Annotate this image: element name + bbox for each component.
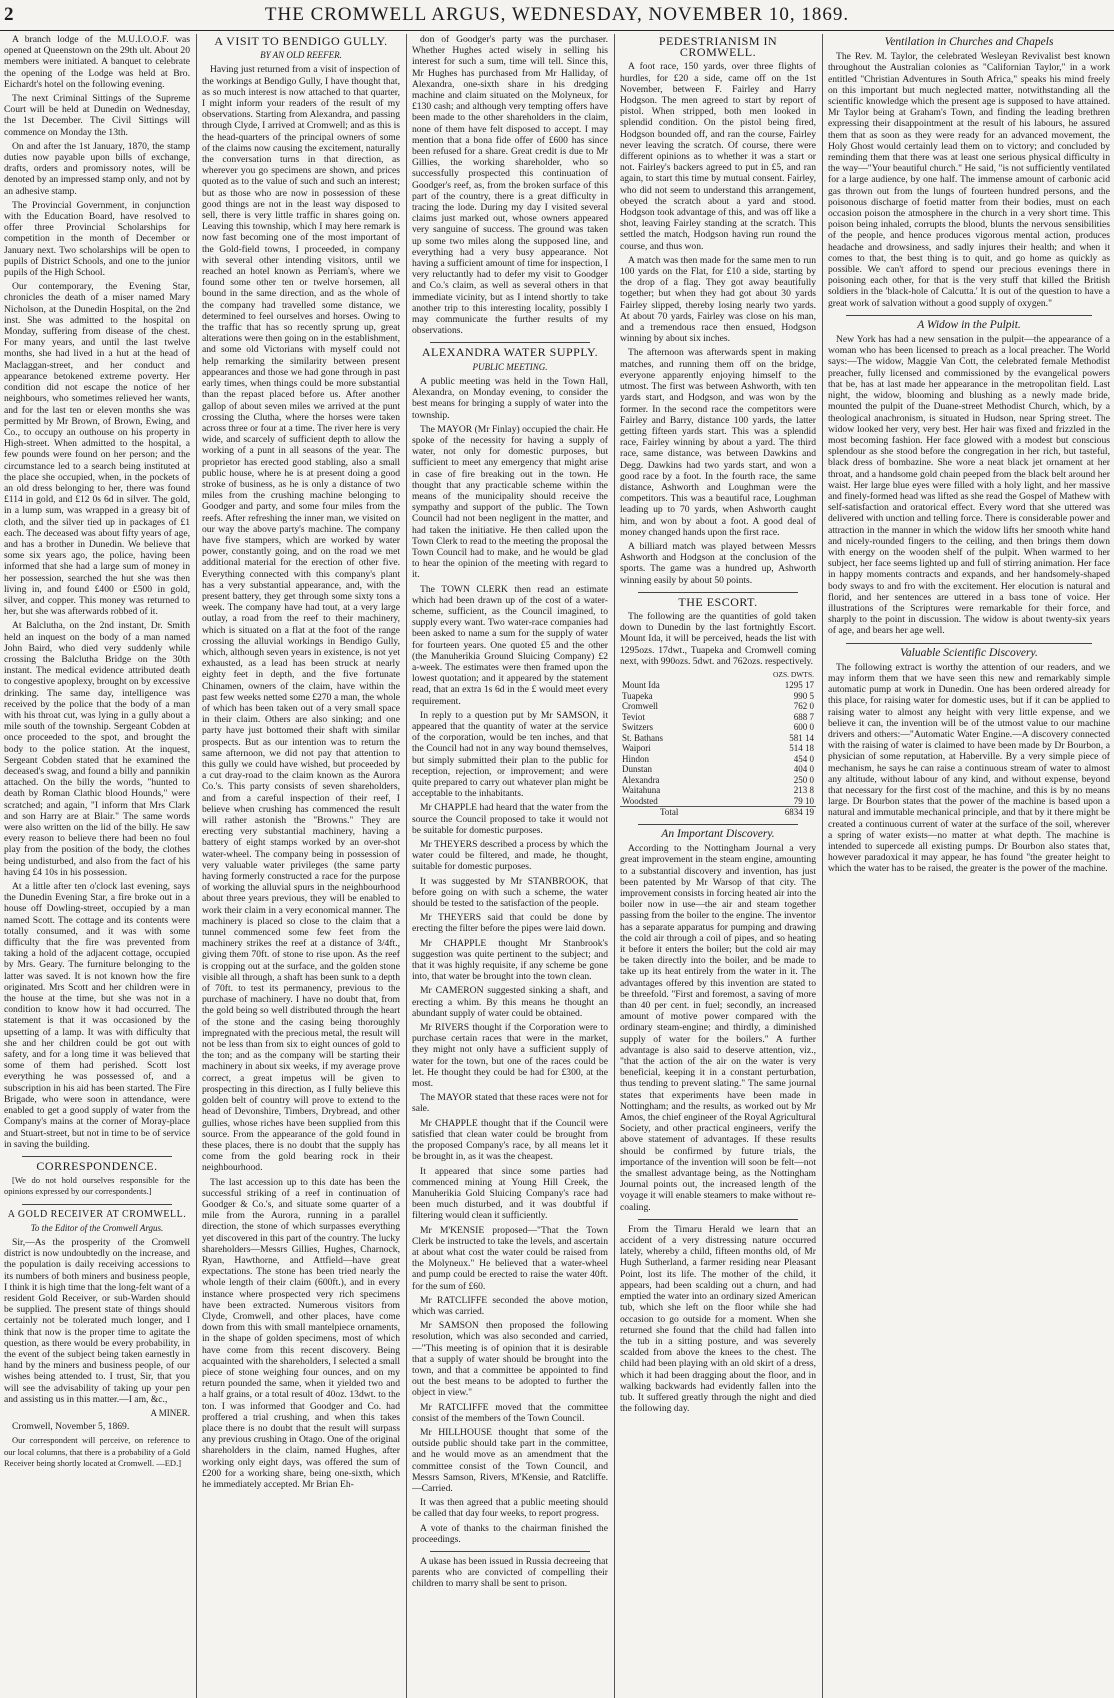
article-paragraph: Having just returned from a visit of inspection of the workings at Bendigo Gully, I have thought that, as so much interest is now attached to that quarter, I might inform your readers of the result of my observations. Starting from Alexandra, and passing through Clyde, I arrived at Cromwell; and as this is the head-quarters of the principal owners of some of the claims now causing the excitement, naturally the conversation turns in that direction, as wherever you go specimens are shown, and prices quoted as to the value of such and such an interest; but as those who are now in possession of these good things are not in the least way disposed to sell, there is very little traffic in shares going on. Leaving this township, which I may here remark is now fast becoming one of the most important of the Gold-field towns, I proceeded, in company with several other intending visitors, until we reached an hotel known as Perriam's, where we found some other ten or twelve horsemen, all bound in the same direction, and as the whole of the company had travelled some distance, we determined to feel ourselves and horses. Owing to the traffic that has so recently sprung up, great alterations were then going on in the establishment, and some old Victorians with myself could not help remarking the similarity between present appearances and those we had gone through in past early times, when things could be more substantial than the repast placed before us. After another gallop of about seven miles we arrived at the punt crossing the Clutha, where the horses were taken across three or four at a time. The river here is very wide, and scarcely of sufficient depth to allow the working of a punt in all seasons of the year. The proprietor has erected good stabling, also a small public house, where he is at present doing a good stroke of business, as he is only a distance of two miles from the crushing machine belonging to Goodger and party, and some four miles from the reefs. After refreshing the inner man, we visited on our way the above party's machine. The company have five stampers, which are worked by water power, constantly going, and on the road we met additional material for the erection of other five. Everything connected with this company's plant has a very substantial appearance, and, with the present battery, they get through some sixty tons a week. The company have had tout, at a very large outlay, a road from the reef to their machinery, which is situated on a flat at the foot of the range crossing the alluvial workings in Bendigo Gully, which, although seven years in existence, is not yet exhausted, as a lead has been struck at nearly eighty feet in depth, and the five fortunate Chinamen, owners of the claim, have within the past few weeks netted some £270 a man, the whole of which has been taken out of a very small space in their claim. Others are also sinking; and one party have just bottomed their shaft with similar prospects. But as our intention was to return the same afternoon, we did not pay that attention to this gully we could have wished, but proceeded by a cut dray-road to the claim known as the Aurora Co.'s. This party consists of seven shareholders, and from a careful inspection of their reef, I believe when crushing has commenced the result will rather astonish the "Browns." They are erecting very substantial machinery, having a battery of eight stamps worked by an over-shot water-wheel. The company being in possession of very valuable water privileges (the same party having formerly constructed a race for the purpose of working the alluvial spurs in the neighbourhood about three years previous, they will be enabled to work their claim in a very economical manner. The machinery is placed so close to the claim that a tunnel commenced some few feet from the machinery strikes the reef at a distance of 3/4ft., giving them 70ft. of stone to rise upon. As the reef is cropping out at the surface, and the golden stone visible all through, a shaft has been sunk to a depth of 70ft. to test its permanency, previous to the purchase of machinery. I have no doubt that, from the gold being so well distributed through the heart of the stone and the casing being thoroughly impregnated with the precious metal, the result will not be less than from six to eight ounces of gold to the ton; and as the company will be starting their machinery in about six weeks, if my average prove correct, a great impetus will be given to prospecting in this direction, as I fully believe this golden belt of country will prove to extend to the head of Devonshire, Timbers, Drybread, and other gullies, whose riches have been supplied from this source. From the appearance of the gold found in these places, there is no doubt that the supply has come from the gold bearing rock in their neighbourhood.	[202, 64, 400, 1174]
article-byline: BY AN OLD REEFER.	[260, 50, 342, 61]
letter-body: Sir,—As the prosperity of the Cromwell district is now undoubtedly on the increase, and the population is daily receiving accessions to its numbers of both miners and business people, I think it is high time that the long-felt want of a resident Gold Receiver, or sub-Warden should be supplied. The present state of things should certainly not be tolerated much longer, and I think that now is the proper time to agitate the question, as there would be every probability, in the event of the subject being taken earnestly in hand by the miners and business people, of our wishes being attended to. I trust, Sir, that you will see the advisability of taking up your pen and assisting us in this matter.—I am, &c.,	[4, 1236, 190, 1405]
meeting-paragraph: A vote of thanks to the chairman finished the proceedings.	[412, 1522, 608, 1545]
news-item: The next Criminal Sittings of the Supreme Court will be held at Dunedin on Wednesday, the 1st December. The Civil Sittings will commence on Monday the 13th.	[4, 93, 190, 138]
meeting-paragraph: Mr HILLHOUSE thought that some of the outside public should take part in the committee, and he would move as an amendment that the committee consist of the Town Council, and Messrs Samson, Rivers, M'Kensie, and Ratcliffe.—Carried.	[412, 1426, 608, 1494]
news-item: At a little after ten o'clock last evening, says the Dunedin Evening Star, a fire broke out in a house off Dowling-street, occupied by a man named Scott. The cottage and its contents were totally consumed, and it was with some difficulty that the fire was prevented from taking a hold of the adjacent cottage, occupied by Mrs. Geary. The furniture belonging to the latter was saved. It is not known how the fire originated. Mrs Scott and her children were in the house at the time, but she was not in a condition to know how it had occurred. The statement is that it was occasioned by the upsetting of a lamp. It was with difficulty that she and her children could be got out with safety, and for a long time it was believed that some of them had perished. Scott lost everything he was possessed of, and a subscription in his aid has been started. The Fire Brigade, who were soon in attendance, were enabled to get a good supply of water from the Company's mains at the corner of Moray-place and Stuart-street, but not in time to be of service in saving the building.	[4, 881, 190, 1150]
column-4	[620, 34, 816, 1698]
article-paragraph: A foot race, 150 yards, over three flights of hurdles, for £20 a side, came off on the 1st November, between F. Fairley and Harry Hodgson. The men agreed to start by report of pistol. When stripped, both men looked in splendid condition. On the pistol being fired, Hodgson bounded off, and ran the course, Fairley never leaving the scratch. Of course, there were different opinions as to whether it was a start or not. Fairley's backers agreed to put in £5, and ran again, to start this time by mutual consent. Fairley, who did not seem to understand this arrangement, obeyed the scratch about a yard and stood. Hodgson took advantage of this, and was off like a shot, leaving Fairley standing at the scratch. This settled the match, Hodgson having run round the course, and thus won.	[620, 61, 816, 252]
article-heading: A VISIT TO BENDIGO GULLY.	[214, 34, 388, 48]
news-item: At Balclutha, on the 2nd instant, Dr. Smith held an inquest on the body of a man named John Baird, who died very suddenly while crossing the Balclutha Bridge on the 30th instant. The medical evidence attributed death to congestive apoplexy, brought on by excessive drinking. The same day, intelligence was received by the police that the body of a man with his throat cut, was lying in a gully about a mile south of the township. Sergeant Cobden at once proceeded to the spot, and brought the body to the police station. At the inquest, Sergeant Cobden stated that he examined the deceased's swag, and found a billy and pannikin attached. On the billy the words, "hunted to death by Roman Clathic blood Hounds," were scratched; and again, "I inform that Mrs Clark and son Harry are at Blair." The same words were also written on the lid of the billy. He saw every reason to believe there had been no foul play from the position of the body, the clothes being undisturbed, and also from the fact of his having £4 10s in his possession.	[4, 620, 190, 878]
table-row: St. Bathans 581 14	[622, 732, 814, 743]
escort-units: OZS. DWTS.	[772, 669, 814, 679]
meeting-paragraph: Mr THEYERS said that could be done by erecting the filter before the pipes were laid down.	[412, 912, 608, 935]
meeting-paragraph: Mr M'KENSIE proposed—"That the Town Clerk be instructed to take the levels, and ascertain at about what cost the water could be raised from the Molyneux." He believed that a water-wheel and pump could be erected to raise the water 40ft. for the sum of £60.	[412, 1224, 608, 1292]
table-row: Hindon 454 0	[622, 753, 814, 764]
water-supply-subheading: PUBLIC MEETING.	[472, 361, 548, 372]
page-number: 2	[4, 4, 14, 25]
table-row: Waitahuna 213 8	[622, 785, 814, 796]
meeting-paragraph: Mr RIVERS thought if the Corporation were to purchase certain races that were in the market, they might not only have a sufficient supply of water for the town, but one of the races could be let. He thought they could be had for £300, at the most.	[412, 1022, 608, 1090]
article-paragraph: The following extract is worthy the attention of our readers, and we may inform them that we have seen this new and remarkably simple automatic pump at work in Dunedin. One has been ordered already for this place, for raising water for domestic uses, but if it can be applied to raising water to almost any height with very little expense, and we believe it can, the invention will be of the utmost value to our machine drivers and others:—"Automatic Water Engine.—A discovery connected with the raising of water is claimed to have been made by Dr Bourbon, a physician of some reputation, at Haberville. By a very simple piece of mechanism, he says he can raise a continuous stream of water to almost any altitude, without labour of any kind, and without expense, beyond that necessary for the first cost of the machine, and this is by no means large. Dr Bourbon states that the power of the machine is based upon a natural and immutable mechanical principle, and that by it there might be created a continuous current of water at the surface of the soil, wherever a spring of water exists—no matter at what depth. The machine is intended to supercede all existing pumps. Dr Bourbon also states that, however paradoxical it may appear, he has found "the greater height to which the water has to be raised, the greater is the power of the machine.	[828, 661, 1110, 875]
table-row: Tuapeka 990 5	[622, 690, 814, 701]
pedestrianism-heading: PEDESTRIANISM IN CROMWELL.	[658, 34, 778, 60]
news-item: Our contemporary, the Evening Star, chronicles the death of a miser named Mary Nicholson, at the Dunedin Hospital, on the 2nd inst. She was admitted to the hospital on Monday, suffering from disease of the chest. For many years, and until the last twelve months, she had lived in a hut at the head of Maclaggan-street, and her conduct and appearance betokened extreme poverty. Her condition did not escape the notice of her neighbours, who sometimes relieved her wants, and for the last ten or eleven months she was permitted by Mr Brown, of Brown, Ewing, and Co., to occupy an outhouse on his property in High-street. When admitted to the hospital, a few pounds were found on her person; and the circumstance led to a search being instituted at the place she occupied, when, in the pockets of an old dress belonging to her, there was found £114 in gold, and £12 0s 6d in silver. The gold, in a lump sum, was wrapped in a greasy bit of cloth, and the silver tied up in packages of £1 each. The deceased was about fifty years of age, and has a brother in Dunedin. We believe that some six years ago, the police, having been informed that she had a large sum of money in her possession, searched the hut she was then living in, and found £400 or £500 in gold, silver, and copper. This money was returned to her, but she was afterwards robbed of it.	[4, 281, 190, 618]
section-divider	[22, 1156, 172, 1157]
table-row: Switzers 600 0	[622, 722, 814, 733]
scientific-heading: Valuable Scientific Discovery.	[900, 646, 1038, 659]
article-paragraph: The last accession up to this date has been the successful striking of a reef in continuation of Goodger & Co.'s, and situate some quarter of a mile from the Aurora, running in a parallel direction, the stone of which surpasses everything yet discovered in this part of the country. The lucky shareholders—Messrs Gillies, Hughes, Charnock, Ryan, Hawthorne, and Attfield—have great expectations. The stone has been tried nearly the whole length of their claim (600ft.), and in every instance where prospected very rich specimens have been extracted. Numerous visitors from Clyde, Cromwell, and other places, have come down from this with small mantelpiece ornaments, in the shape of golden specimens, most of which have come from this recent discovery. Being acquainted with the shareholders, I selected a small piece of stone weighing four ounces, and on my return pounded the same, when it yielded two and a half grains, or a total result of 40oz. 13dwt. to the ton. I was informed that Goodger and Co. had proffered a trial crushing, and when this takes place there is no doubt that the result will surpass any previous crushing in Otago. One of the original shareholders in the claim, named Hughes, after working only eight days, was offered the sum of £200 for a working share, being one-sixth, which he immediately accepted. Mr Brian Eh-	[202, 1176, 400, 1490]
letter-heading: A GOLD RECEIVER AT CROMWELL.	[7, 1208, 187, 1220]
meeting-paragraph: Mr RATCLIFFE moved that the committee consist of the members of the Town Council.	[412, 1401, 608, 1424]
article-paragraph: From the Timaru Herald we learn that an accident of a very distressing nature occurred lately, whereby a child, fifteen months old, of Mr Hugh Sutherland, a farmer residing near Pleasant Point, lost its life. The mother of the child, it appears, had been scalding out a churn, and had emptied the water into an ordinary sized American tub, which she left on the floor while she had occasion to go outside for a moment. When she returned she found that the child had fallen into the tub in a sitting posture, and was severely scalded from above the knees to the chest. The child had been playing with an old skirt of a dress, which it had been dragging about the floor, and in walking backwards had evidently fallen into the tub. It suffered greatly through the night and died the following day.	[620, 1223, 816, 1415]
section-divider	[846, 315, 1092, 316]
meeting-paragraph: In reply to a question put by Mr SAMSON, it appeared that the quantity of water at the service of the corporation, would be ten inches, and that the Council had not in any way bound themselves, but simply submitted their plan to the public for reception, rejection, or improvement; and were quite prepared to carry out whatever plan might be acceptable to the inhabitants.	[412, 709, 608, 800]
news-item: A ukase has been issued in Russia decreeing that parents who are convicted of compelling their children to marry shall be sent to prison.	[412, 1556, 608, 1590]
meeting-paragraph: Mr CHAPPLE thought Mr Stanbrook's suggestion was quite pertinent to the subject; and that it was highly requisite, if any scheme be gone into, that water be brought into the town clean.	[412, 937, 608, 983]
article-paragraph: New York has had a new sensation in the pulpit—the appearance of a woman who has been licensed to preach as a local preacher. The World says:—The widow, Maggie Van Cott, the celebrated female Methodist preacher, fully licensed and commissioned by the evangelical powers that be, has at last made her appearance in the metropolitan field. Last night, the widow, blooming and blushing as a newly made bride, mounted the pulpit of the Duane-street Methodist Church, which, by a theological anachronism, is situated in Hudson, near Spring street. The widow looked her very, very best. Her hair was fixed and frizzled in the most becoming fashion. Her face glowed with a modest but conscious splendour as she stood before the congregation in her rich, but tasteful, black dress of bombazine. She wore a neat black jet ornament at her throat, and a handsome gold chain peeped from the black belt around her waist. Her large blue eyes were filled with a holy light, and her massive and finely-formed head was lifted as she read the Gospel of Mathew with self-satisfaction and oratorical effect. Every word that she uttered was delivered with unction and telling force. There is considerable power and attraction in the manner in which the widow lifts her smooth white hand and nicely-rounded fingers to the ceiling, and then brings them down with energy on the wooden shelf of the pulpit. When warmed to her subject, her face seems lighted up and full of stirring animation. Her face in happy moments contracts and expands, and her handsomely-shaped body sways to and fro with the excitement. Her elocution is natural and florid, and her sentences are uttered in a bass tone of voice. Her illustrations of the Scriptures were remarkable for their force, and sharply to the point in discussion. The widow is about twenty-six years of age, and bears her age well.	[828, 334, 1110, 637]
section-divider	[22, 1204, 172, 1205]
meeting-paragraph: A public meeting was held in the Town Hall, Alexandra, on Monday evening, to consider the best means for bringing a supply of water into the township.	[412, 375, 608, 421]
discovery-heading: An Important Discovery.	[661, 827, 775, 840]
escort-table	[620, 670, 816, 818]
meeting-paragraph: Mr CHAPPLE thought that if the Council were satisfied that clean water could be brought from the proposed Company's race, by all means let it be brought in, as it was the cheapest.	[412, 1117, 608, 1163]
meeting-paragraph: It was then agreed that a public meeting should be called that day four weeks, to report progress.	[412, 1497, 608, 1520]
meeting-paragraph: Mr RATCLIFFE seconded the above motion, which was carried.	[412, 1294, 608, 1317]
section-divider	[430, 342, 590, 343]
meeting-paragraph: It was suggested by Mr STANBROOK, that before going on with such a scheme, the water should be tested to the satisfaction of the people.	[412, 875, 608, 910]
news-item: On and after the 1st January, 1870, the stamp duties now payable upon bills of exchange, drafts, orders and promissory notes, will be denoted by an impressed stamp only, and not by an adhesive stamp.	[4, 140, 190, 197]
table-row: Dunstan 404 0	[622, 764, 814, 775]
letter-signature: A MINER.	[150, 1407, 190, 1418]
meeting-paragraph: Mr THEYERS described a process by which the water could be filtered, and made, he thought, suitable for domestic purposes.	[412, 839, 608, 873]
article-paragraph: The Rev. M. Taylor, the celebrated Wesleyan Revivalist best known throughout the Australian colonies as "Californian Taylor," in a work entitled "Christian Adventures in South Africa," speaks his mind freely on this important but much neglected matter, notwithstanding all the scientific knowledge which the present age is supposed to have attained. Mr Taylor being at Graham's Town, and finding the leading brethren expressing their disappointment at the result of his labours, he assured them that as soon as they were ready for an advanced movement, the Holy Ghost would certainly lead them on to victory; and concluded by reminding them that there was at least one serious physical difficulty in the way—"Your beautiful church." He said, "is not sufficiently ventilated for a large audience, by one half. The immense amount of carbonic acid gas thrown out from the lungs of fourteen hundred persons, and the poisonous discharge of foetid matter from their bodies, must on each occasion poison the atmosphere in the church in a very short time. This poison being inhaled, corrupts the blood, blunts the nervous sensibilities of the people, and hence produces vigorous mental action, produces headache and drowsiness, and sadly injures their health; and when it comes to that, the best thing is to quit, and go home as quickly as possible. We can't afford to spend our precious evenings there in poisoning each other, for that is the very stuff that killed the British soldiers in the 'black-hole of Calcutta.' It is out of the question to have a great work of salvation without a good supply of oxygen."	[828, 51, 1110, 309]
article-paragraph: don of Goodger's party was the purchaser. Whether Hughes acted wisely in selling his interest for such a sum, time will tell. Since this, Mr Hughes has purchased from Mr Halliday, of Alexandra, one-sixth share in his dredging machine and claim situated on the Molyneux, for £130 cash; and although very tempting offers have been made to the other shareholders in the claim, none of them have felt disposed to accept. I may mention that a bona fide offer of £600 has since been refused for a share. Great credit is due to Mr Gillies, the working shareholder, who so successfully prospected this continuation of Goodger's reef, as, from the broken surface of this part of the country, there is a great difficulty in tracing the lode. During my day I visited several claims just marked out, whose owners appeared very sanguine of success. The ground was taken up some two miles along the supposed line, and everything had a very busy appearance. Not having a sufficient amount of time for inspection, I very reluctantly had to defer my visit to Goodger and Co.'s claim, as well as several others in that immediate vicinity, but as I intend shortly to take another trip to this interesting locality, possibly I may communicate the further results of my observations.	[412, 34, 608, 337]
table-row: Cromwell 762 0	[622, 701, 814, 712]
masthead	[0, 0, 1114, 31]
correspondence-note: [We do not hold ourselves responsible for the opinions expressed by our correspondents.]	[4, 1175, 190, 1197]
article-paragraph: A billiard match was played between Messrs Ashworth and Hodgson at the conclusion of the sports. The game was a hundred up, Ashworth winning easily by about 50 points.	[620, 540, 816, 586]
escort-table-header	[620, 670, 816, 681]
column-3	[412, 34, 608, 1698]
table-row: Woodsted 79 10	[622, 795, 814, 806]
table-row: Mount Ida 1295 17	[622, 680, 814, 691]
meeting-paragraph: Mr CAMERON suggested sinking a shaft, and erecting a whim. By this means he thought an abundant supply of water could be obtained.	[412, 985, 608, 1019]
section-divider	[638, 592, 798, 593]
editor-note: Our correspondent will perceive, on reference to our local columns, that there is a probability of a Gold Receiver being shortly located at Cromwell. —ED.]	[4, 1435, 190, 1468]
column-5	[828, 34, 1110, 1698]
letter-date: Cromwell, November 5, 1869.	[12, 1421, 130, 1433]
table-row: Alexandra 250 0	[622, 774, 814, 785]
news-item: A branch lodge of the M.U.I.O.O.F. was opened at Queenstown on the 29th ult. About 20 members were initiated. A banquet to celebrate the opening of the Lodge was held at Bro. Eichardt's hotel on the following evening.	[4, 34, 190, 90]
section-divider	[430, 1551, 590, 1552]
column-2	[202, 34, 400, 1698]
meeting-paragraph: It appeared that since some parties had commenced mining at Young Hill Creek, the Manuherikia Gold Sluicing Company's race had been much disturbed, and it was doubtful if filtering would clean it sufficiently.	[412, 1165, 608, 1222]
article-paragraph: According to the Nottingham Journal a very great improvement in the steam engine, amounting to a substantial discovery and invention, has just been patented by Mr Warsop of that city. The improvement consists in forcing heated air into the boiler now in use—the air and steam together passing from the boiler to the engine. The inventor has a separate apparatus for pumping and drawing the cold air through a coil of pipes, and so heating it before it enters the boiler; but the cold air may be taken directly into the boiler, and be made to take up its heat entirely from the water in it. The advantages offered by this invention are stated to be threefold. "First and foremost, a saving of more than 40 per cent. in fuel; secondly, an increased amount of motive power compared with the ordinary steam-engine; and thirdly, a diminished supply of water for the boilers." A further advantage is also said to deserve attention, viz., "that the action of the air on the water is very beneficial, keeping it in a constant perturbation, thus tending to prevent slating." The same journal states that experiments have been made in Nottingham; and the results, as worked out by Mr Amos, the chief engineer of the Royal Agricultural Society, and other practical engineers, verify the above statement of advantages. If these results should be confirmed by future trials, the importance of the invention will soon be felt—not the smallest advantage being, as the Nottingham Journal points out, the increased length of the voyage it will enable steamers to make without re-coaling.	[620, 843, 816, 1213]
meeting-paragraph: Mr SAMSON then proposed the following resolution, which was also seconded and carried,—"This meeting is of opinion that it is desirable that a supply of water should be brought into the town, and that a committee be appointed to find out the best means to be adopted to further the object in view."	[412, 1320, 608, 1399]
article-paragraph: A match was then made for the same men to run 100 yards on the Flat, for £10 a side, starting by the drop of a flag. They got away beautifully together; but when they had got about 30 yards Fairley slipped, thereby losing nearly two yards. At about 70 yards, Fairley was close on his man, and a tremendous race then ensued, Hodgson winning by about six inches.	[620, 254, 816, 345]
meeting-paragraph: Mr CHAPPLE had heard that the water from the source the Council proposed to take it would not be suitable for domestic purposes.	[412, 802, 608, 836]
column-1	[4, 34, 190, 1698]
news-item: The Provincial Government, in conjunction with the Education Board, have resolved to offer three Provincial Scholarships for competition in the month of December or January next. Two scholarships will be open to pupils of District Schools, and one to the junior pupils of the High School.	[4, 199, 190, 279]
section-divider	[638, 824, 798, 825]
meeting-paragraph: The MAYOR (Mr Finlay) occupied the chair. He spoke of the necessity for having a supply of water, not only for domestic purposes, but sufficient to meet any emergency that might arise in case of fire breaking out in the town. He thought that any practicable scheme within the means of the municipality should receive the sympathy and support of the public. The Town Council had not been negligent in the matter, and had taken the initiative. He then called upon the Town Clerk to read to the meeting the proposal the Town Council had to make, and he would be glad to hear the opinion of the meeting with regard to it.	[412, 423, 608, 581]
water-supply-heading: ALEXANDRA WATER SUPPLY.	[421, 345, 599, 360]
escort-heading: THE ESCORT.	[678, 594, 758, 609]
correspondence-heading: CORRESPONDENCE.	[36, 1158, 158, 1173]
ventilation-heading: Ventilation in Churches and Chapels	[884, 36, 1054, 48]
widow-heading: A Widow in the Pulpit.	[917, 318, 1021, 331]
table-row: Teviot 688 7	[622, 711, 814, 722]
table-row: Waipori 514 18	[622, 743, 814, 754]
section-divider	[846, 643, 1092, 644]
meeting-paragraph: The TOWN CLERK then read an estimate which had been drawn up of the cost of a water-scheme, sufficient, as the Council imagined, to supply every want. Two water-race companies had been asked to name a sum for the supply of water for fourteen years. One quoted £5 and the other (the Manuherikia Ground Sluicing Company) £2 a-week. The estimates were then framed upon the lowest quotation; and it appeared by the statement read, that an extra 1s 6d in the £ would meet every requirement.	[412, 583, 608, 707]
meeting-paragraph: The MAYOR stated that these races were not for sale.	[412, 1092, 608, 1115]
letter-subheading: To the Editor of the Cromwell Argus.	[30, 1222, 164, 1233]
escort-intro: The following are the quantities of gold taken down to Dunedin by the last fortnightly Escort. Mount Ida, it will be perceived, heads the list with 1295ozs. 17dwt., Tuapeka and Cromwell coming next, with 990ozs. 5dwt. and 762ozs. respectively.	[620, 610, 816, 667]
escort-total-row: Total 6834 19	[620, 807, 816, 818]
section-divider	[638, 1219, 798, 1220]
article-paragraph: The afternoon was afterwards spent in making matches, and running them off on the bridge, everyone apparently enjoying himself to the utmost. The first was between Ashworth, with ten yards start, and Hodgson, and was won by the former. In the second race the competitors were Fairley and Barry, distance 100 yards, the latter getting fifteen yards start. This was a splendid race, Fairley winning by about a yard. The third race, same distance, was between Dawkins and Degg. Dawkins had two yards start, and won a good race by a foot. In the fourth race, the same distance, Ashworth and Loughman were the competitors. This was a beautiful race, Loughman leading up to 70 yards, when Ashworth caught him, and won by about a foot. A good deal of money changed hands upon the first race.	[620, 347, 816, 538]
masthead-title: THE CROMWELL ARGUS, WEDNESDAY, NOVEMBER 10, 1869.	[264, 4, 850, 25]
